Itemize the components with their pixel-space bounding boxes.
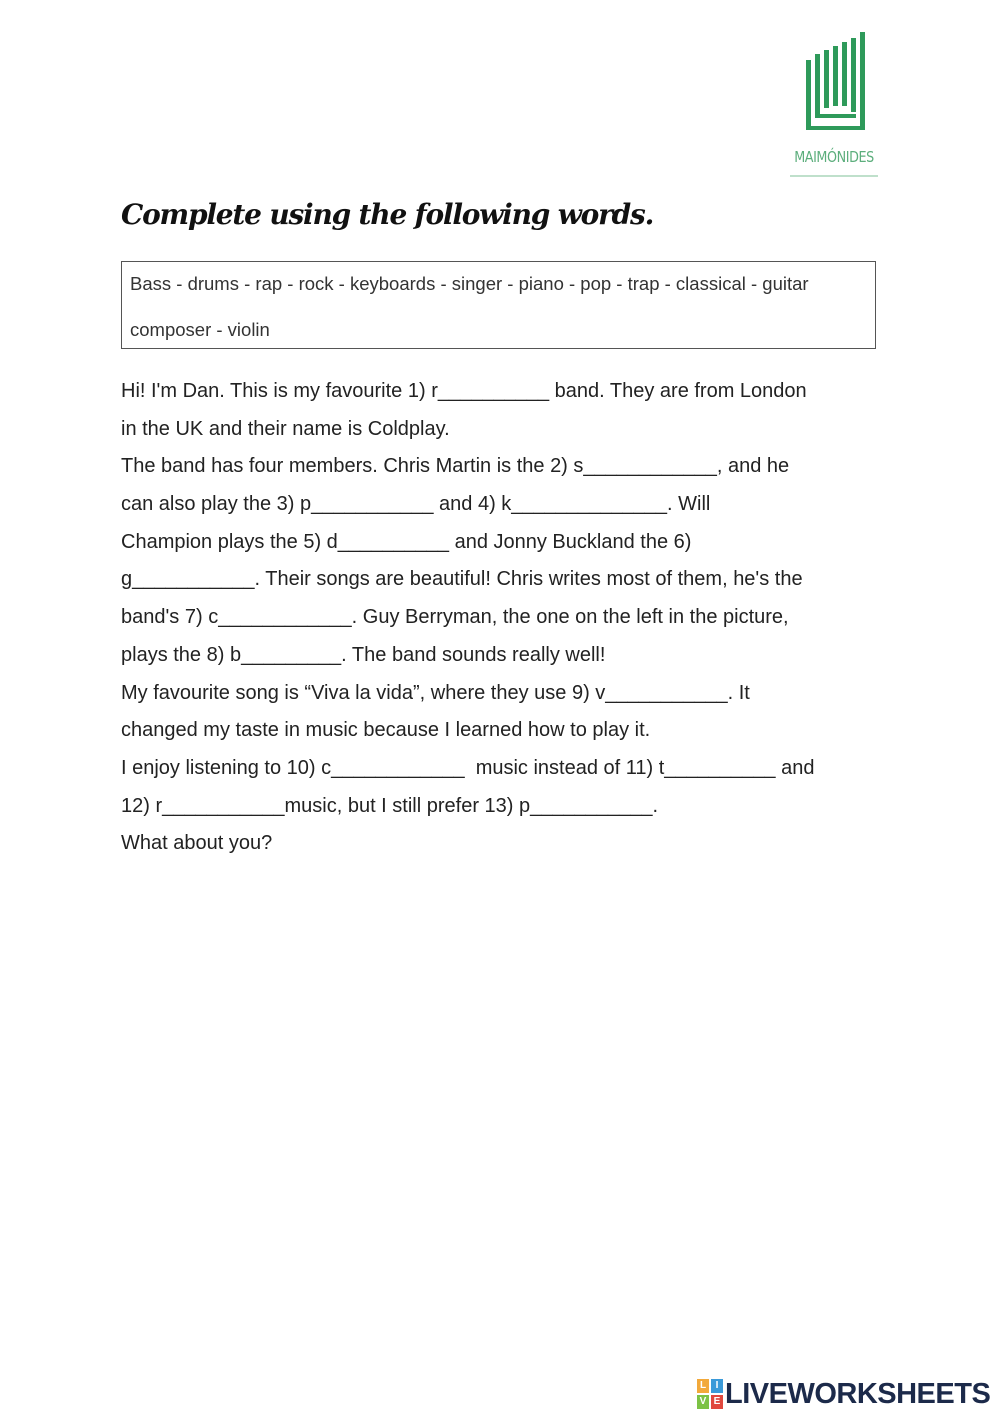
icon-letter: E <box>711 1395 723 1409</box>
text-line: 12) r___________music, but I still prefer 13) p___________. <box>121 794 659 817</box>
word-bank-box <box>121 261 876 349</box>
liveworksheets-logo <box>697 1377 990 1411</box>
icon-letter: L <box>697 1379 709 1393</box>
liveworksheets-icon <box>697 1379 723 1409</box>
word-bank-line: composer - violin <box>130 319 270 340</box>
text-line: plays the 8) b_________. The band sounds really well! <box>121 643 606 666</box>
text-line: can also play the 3) p___________ and 4) k______________. Will <box>121 493 711 516</box>
exercise-text <box>121 373 901 863</box>
text-line: g___________. Their songs are beautiful! Chris writes most of them, he's the <box>121 568 803 591</box>
text-line: in the UK and their name is Coldplay. <box>121 417 450 440</box>
text-line: I enjoy listening to 10) c____________ music instead of 11) t__________ and <box>121 756 815 779</box>
text-line: band's 7) c____________. Guy Berryman, the one on the left in the picture, <box>121 606 789 629</box>
logo-wordmark: MAIMÓNIDES <box>794 148 874 166</box>
school-logo <box>786 30 882 182</box>
icon-letter: V <box>697 1395 709 1409</box>
building-columns-icon <box>786 30 882 148</box>
text-line: My favourite song is “Viva la vida”, where they use 9) v___________. It <box>121 681 750 704</box>
liveworksheets-wordmark: LIVEWORKSHEETS <box>725 1377 991 1410</box>
text-line: The band has four members. Chris Martin is the 2) s____________, and he <box>121 455 790 478</box>
text-line: What about you? <box>121 832 273 855</box>
worksheet-title: Complete using the following words. <box>121 198 654 231</box>
text-line: changed my taste in music because I learned how to play it. <box>121 719 651 742</box>
text-line: Hi! I'm Dan. This is my favourite 1) r__________ band. They are from London <box>121 380 807 402</box>
icon-letter: I <box>711 1379 723 1393</box>
logo-underline <box>790 175 878 177</box>
word-bank-line: Bass - drums - rap - rock - keyboards - singer - piano - pop - trap - classical - guitar <box>130 273 809 294</box>
text-line: Champion plays the 5) d__________ and Jonny Buckland the 6) <box>121 530 692 553</box>
